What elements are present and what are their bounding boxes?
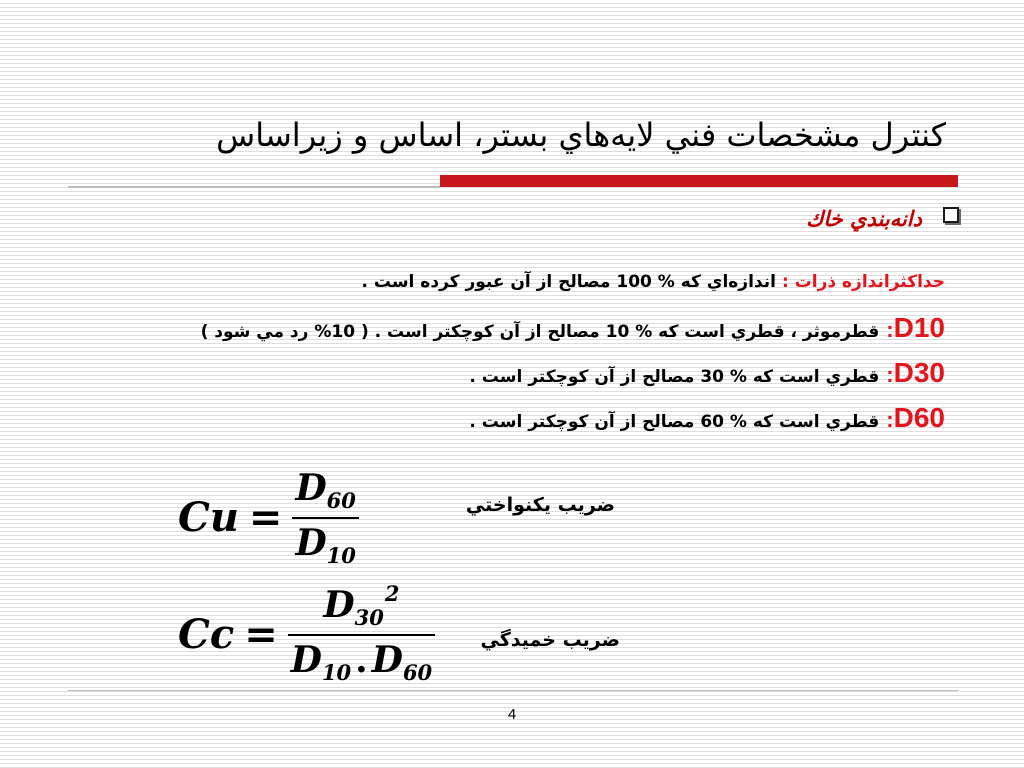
definition-max-particle-size — [45, 260, 945, 305]
hollow-square-bullet-icon — [943, 207, 959, 223]
formula-lhs: Cc — [178, 611, 235, 658]
definition-text: اندازه‌اي كه % 100 مصالح از آن عبور كرده است . — [361, 272, 776, 292]
definition-term: D10 — [893, 312, 945, 343]
definition-term: حداكثراندازه ذرات : — [781, 272, 945, 292]
definition-d10 — [45, 305, 945, 350]
section-heading: دانه‌بندي خاك — [806, 207, 922, 231]
subscript: 10 — [326, 543, 356, 568]
definition-d30 — [45, 350, 945, 395]
definition-list — [45, 260, 945, 440]
footer-rule — [68, 690, 958, 691]
definition-separator: : — [886, 317, 894, 342]
definition-separator: : — [886, 407, 894, 432]
uniformity-coefficient-formula — [178, 464, 359, 572]
curvature-coefficient-formula — [178, 581, 435, 689]
equals-sign: = — [248, 494, 283, 541]
d-symbol: D — [295, 522, 327, 564]
equals-sign: = — [244, 611, 278, 658]
page-number: 4 — [507, 706, 517, 723]
formula-lhs: Cu — [178, 494, 239, 541]
definition-separator: : — [886, 362, 894, 387]
definition-term: D60 — [893, 402, 945, 433]
d-symbol: D — [290, 639, 322, 681]
definition-text: قطرموثر ، قطري است كه % 10 مصالح از آن كوچكتر است . ( 10% رد مي شود ) — [200, 322, 880, 342]
d-symbol: D — [371, 639, 403, 681]
definition-text: قطري است كه % 30 مصالح از آن كوچكتر است . — [469, 367, 880, 387]
fraction — [292, 464, 358, 572]
fraction — [288, 581, 435, 689]
title-rule — [68, 186, 440, 188]
fraction-denominator — [292, 519, 358, 572]
product-operator: . — [355, 639, 368, 681]
exponent: 2 — [384, 581, 400, 606]
uniformity-coefficient-label: ضريب يكنواختي — [465, 494, 615, 516]
definition-term: D30 — [893, 357, 945, 388]
subscript: 30 — [354, 605, 384, 630]
fraction-denominator — [288, 636, 435, 689]
fraction-numerator — [320, 581, 402, 634]
d-symbol: D — [323, 584, 355, 626]
d-symbol: D — [295, 467, 327, 509]
curvature-coefficient-label: ضريب خميدگي — [480, 629, 620, 651]
slide-title: كنترل مشخصات فني لايه‌هاي بستر، اساس و زيراساس — [216, 116, 946, 154]
title-accent-bar — [440, 175, 958, 187]
subscript: 60 — [402, 660, 433, 685]
subscript: 60 — [326, 488, 356, 513]
definition-text: قطري است كه % 60 مصالح از آن كوچكتر است . — [469, 412, 880, 432]
definition-d60 — [45, 395, 945, 440]
fraction-numerator — [292, 464, 358, 517]
subscript: 10 — [321, 660, 352, 685]
